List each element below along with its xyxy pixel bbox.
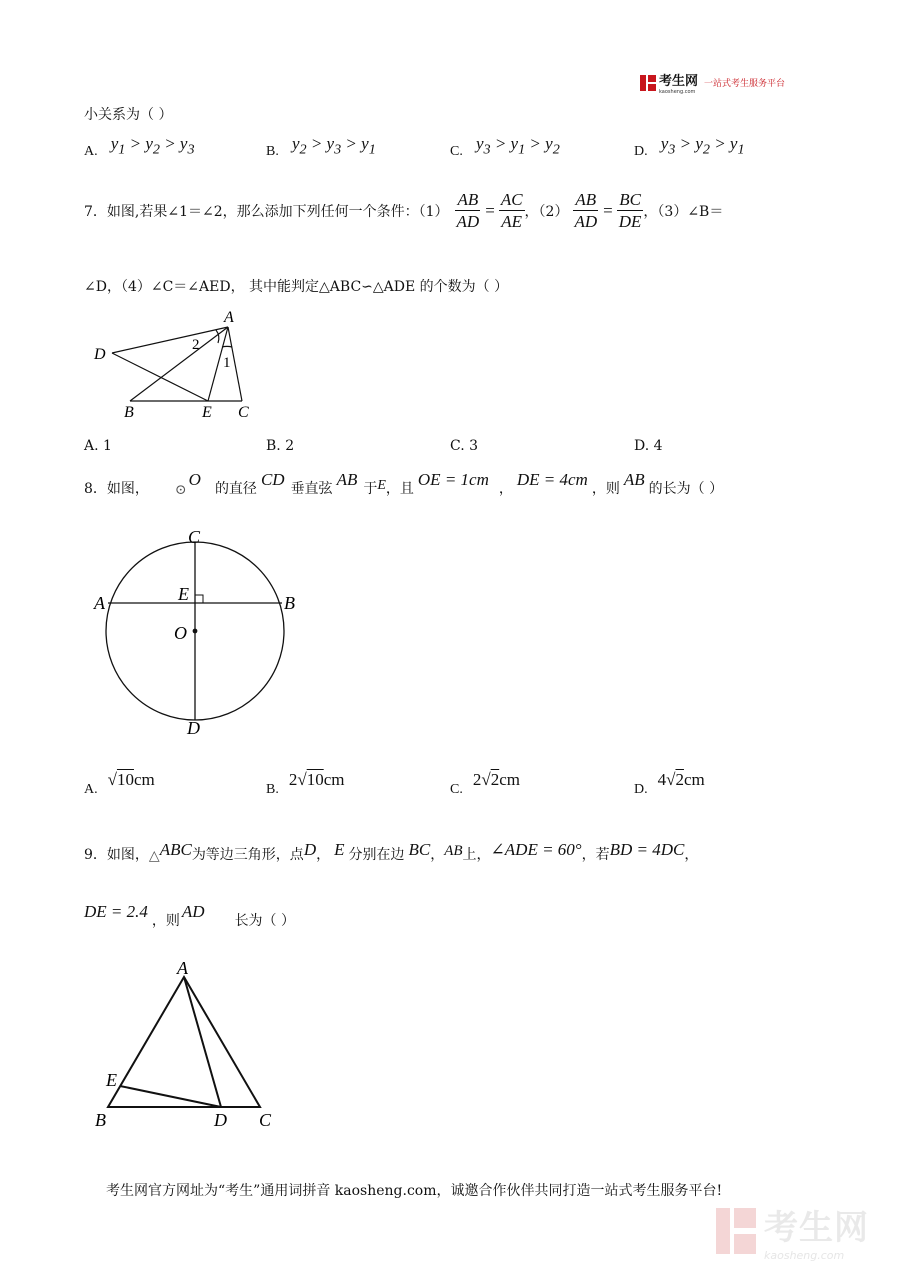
watermark-logo-icon [716,1208,758,1254]
q8-label-o: O [174,623,187,643]
q7-figure [90,305,270,425]
q6-option-b: B. $y_2 > y_3 > y_1$ [266,134,376,159]
logo-icon [640,75,656,91]
q9-stem-line2: DE = 2.4 ，则 AD 长为（ ） [84,902,296,929]
q7-label-angle2: 2 [192,337,200,353]
q8-option-d: D. 4√2cm [634,770,705,797]
q7-option-b: B. 2 [266,438,295,454]
watermark-name: 考生网 [764,1208,869,1248]
q8-option-a: A. √10cm [84,770,155,797]
q8-label-d: D [187,718,200,738]
q6-option-d: D. $y_3 > y_2 > y_1$ [634,134,745,159]
q7-stem-line1: 7．如图,若果∠1＝∠2，那么添加下列任何一个条件：（1） $\frac{AB}{AD}$ = $\frac{AC}{AE}$ ，（2） $\frac{AB}{AD}$ = $\frac{BC}{DE}$ ，（3）∠B＝ [84,190,724,231]
q6-option-a: A. $y_1 > y_2 > y_3$ [84,134,195,159]
q7-label-angle1: 1 [223,355,231,371]
q9-stem-line1: 9．如图， △ ABC 为等边三角形，点 D ， E 分别在边 BC ， AB 上， ∠ADE = 60° ，若 BD = 4DC ， [84,840,699,864]
footer-text: 考生网官方网址为“考生”通用词拼音 kaosheng.com，诚邀合作伙伴共同打造一站式考生服务平台! [106,1183,723,1199]
q7-label-a: A [224,309,234,326]
q8-label-a: A [94,593,105,613]
q7-label-d: D [94,346,106,363]
logo-name: 考生网 [659,74,699,89]
q6-stem-tail: 小关系为（ ） [84,107,173,123]
q7-option-c: C. 3 [450,438,479,454]
q8-figure [90,524,310,744]
q9-label-a: A [177,958,188,978]
q8-option-b: B. 2√10cm [266,770,345,797]
q7-option-d: D. 4 [634,438,663,454]
q8-label-e: E [178,584,189,604]
q9-label-c: C [259,1110,272,1130]
q7-label-b: B [124,404,134,421]
watermark [716,1200,869,1262]
q7-option-a: A. 1 [84,438,112,454]
q7-label-e: E [202,404,212,421]
q9-label-d: D [214,1110,227,1130]
q6-option-c: C. $y_3 > y_1 > y_2$ [450,134,560,159]
logo-domain: kaosheng.com [659,89,696,95]
q8-label-c: C [188,527,201,547]
watermark-domain: kaosheng.com [764,1249,845,1262]
q9-label-b: B [95,1110,106,1130]
q7-label-c: C [238,404,249,421]
q9-label-e: E [106,1070,117,1090]
q8-stem: 8．如图， ⊙ O 的直径 CD 垂直弦 AB 于 E ，且 OE = 1cm ， DE = 4cm ，则 AB 的长为（ ） [84,470,724,498]
q7-stem-line2: ∠D，（4）∠C＝∠AED， 其中能判定△ABC∽△ADE 的个数为（ ） [84,279,509,295]
header-slogan: 一站式考生服务平台 [704,79,786,89]
q9-figure [90,955,290,1135]
site-logo [640,70,785,95]
q8-label-b: B [284,593,295,613]
q8-option-c: C. 2√2cm [450,770,520,797]
